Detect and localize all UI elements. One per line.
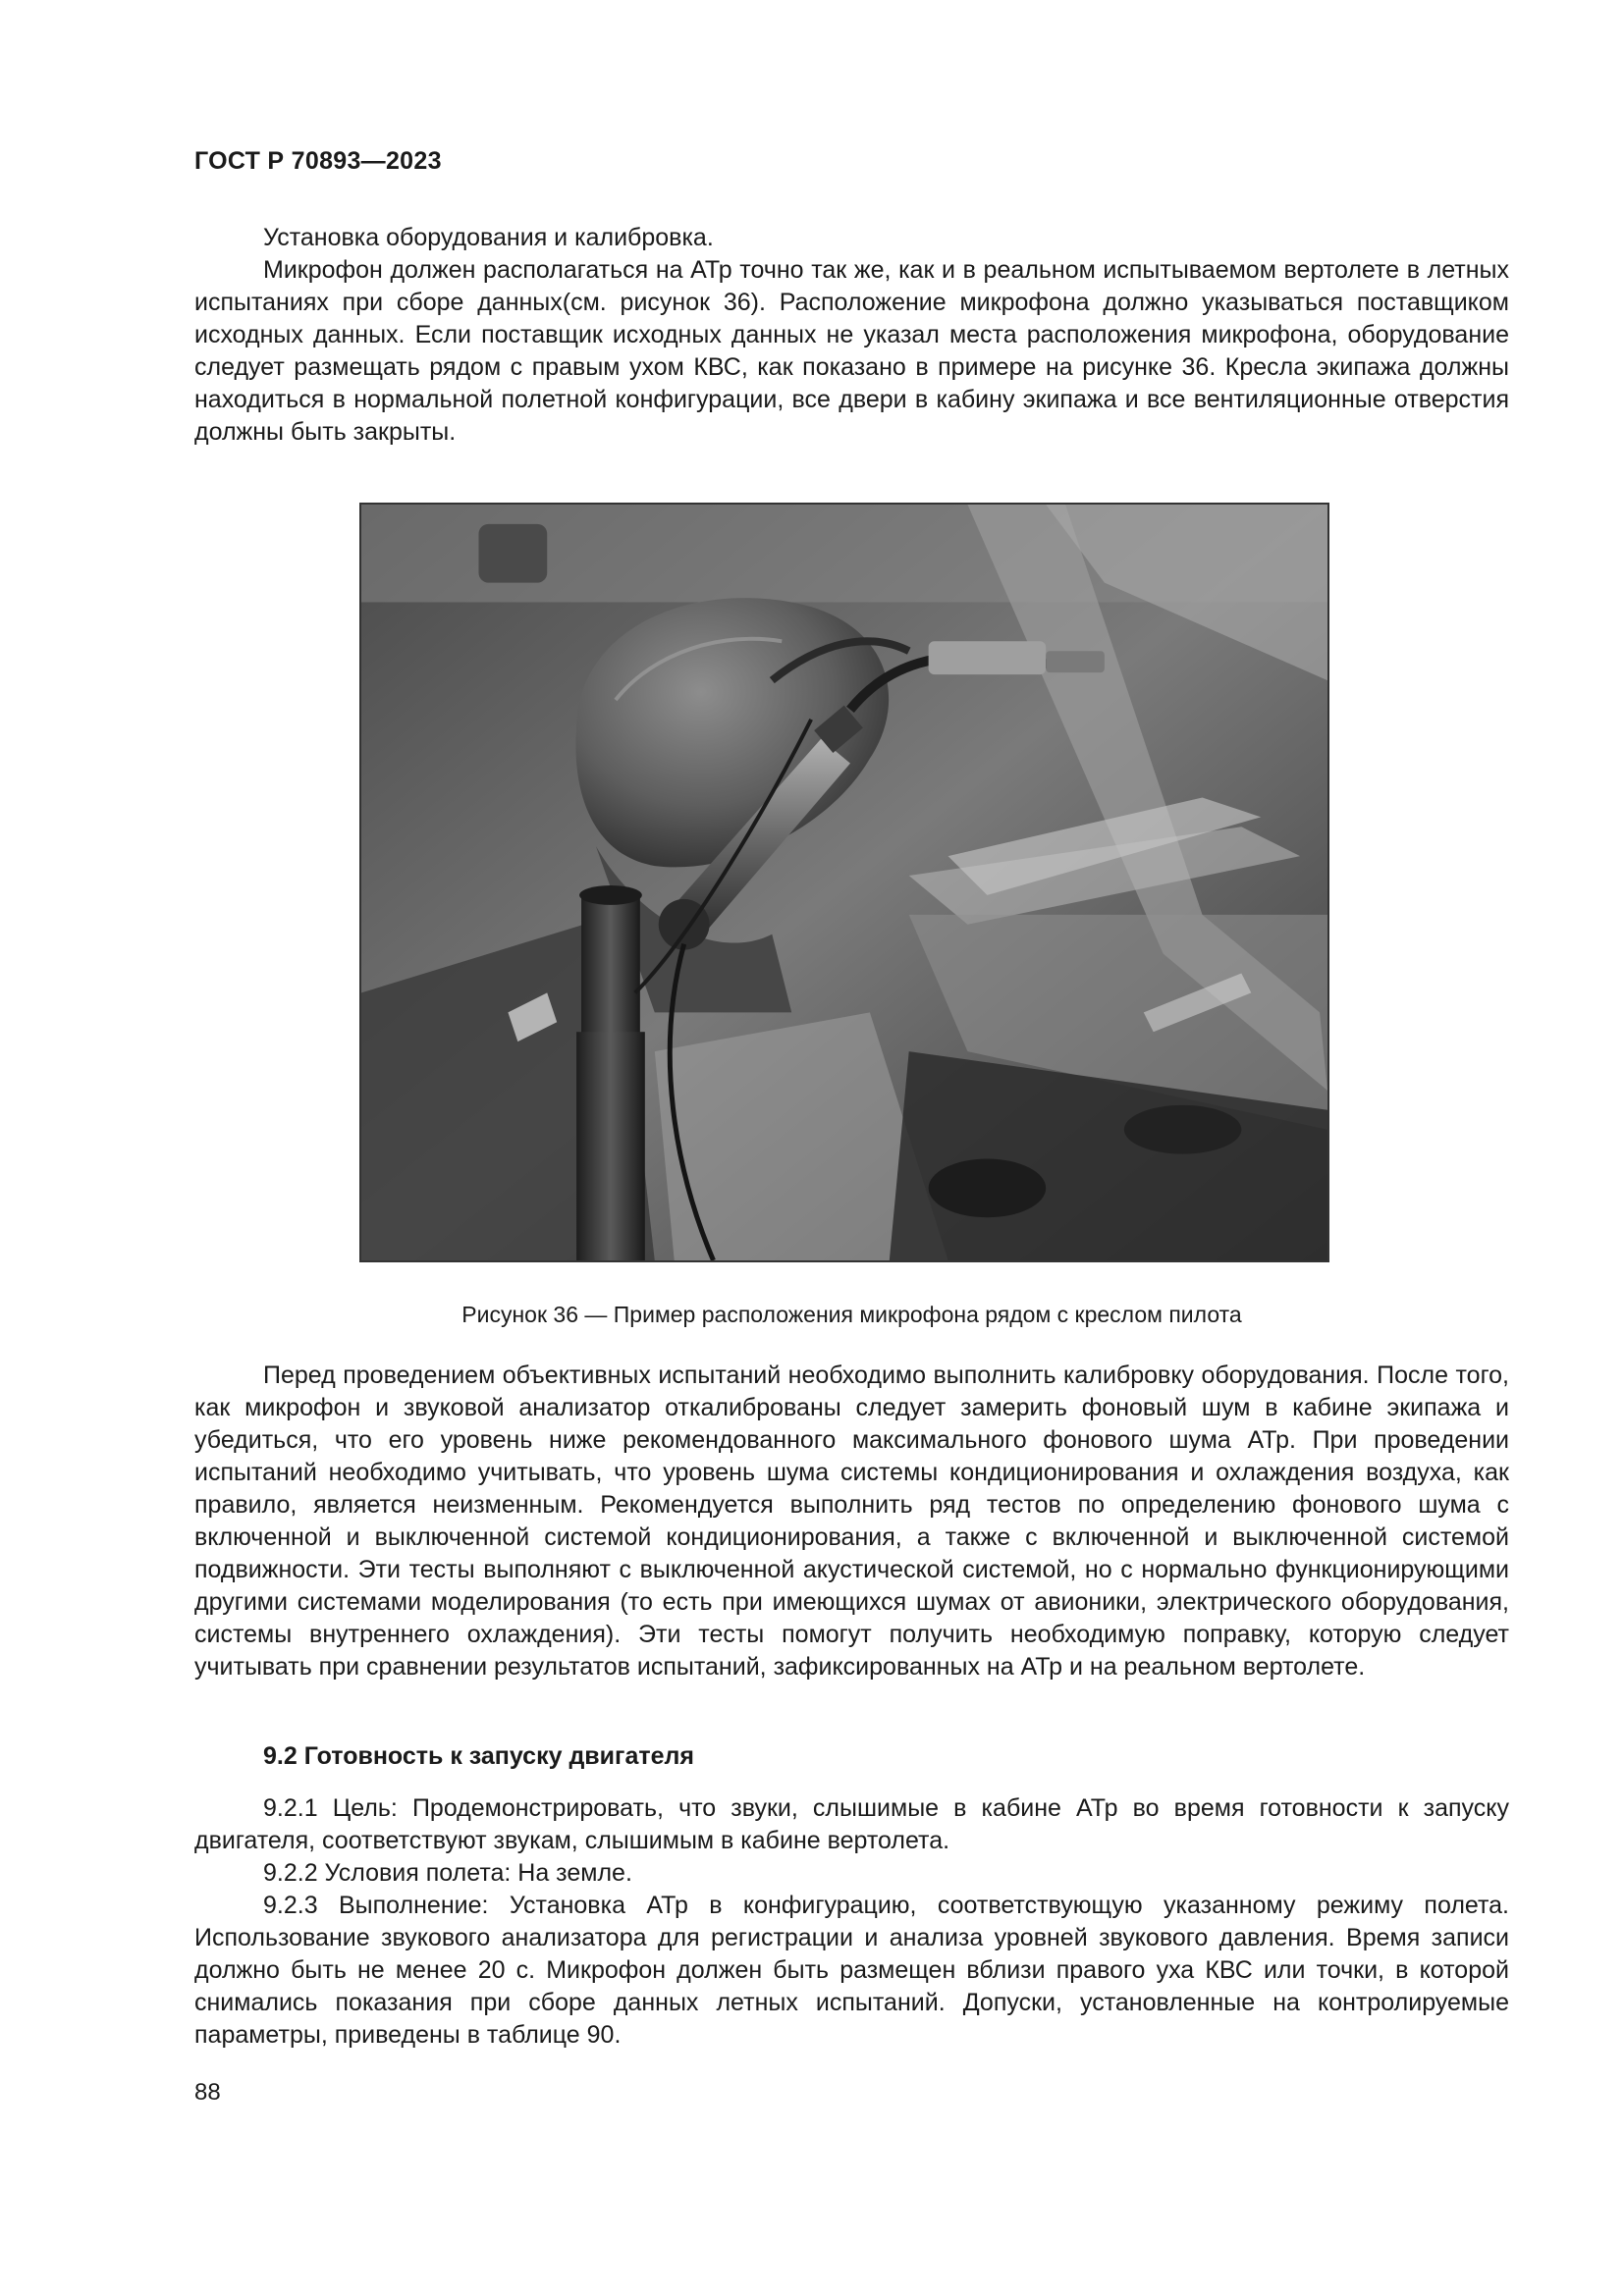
intro-paragraph: Микрофон должен располагаться на АТр точно так же, как и в реальном испытываемом вертолете в летных испытаниях при сборе данных(см. рисунок 36). Расположение микрофона должно указываться поставщиком исходных данных. Если поставщик исходных данных не указал места расположения микрофона, оборудование следует размещать рядом с правым ухом КВС, как показано в примере на рисунке 36. Кресла экипажа должны находиться в нормальной полетной конфигурации, все двери в кабину экипажа и все вентиляционные отверстия должны быть закрыты. xyxy=(194,256,1509,446)
page-number: 88 xyxy=(194,2079,221,2106)
section-paragraph: 9.2.1 Цель: Продемонстрировать, что звуки, слышимые в кабине АТр во время готовности к запуску двигателя, соответствуют звукам, слышимым в кабине вертолета. xyxy=(194,1794,1509,1854)
section-9-2-body xyxy=(194,1792,1509,2052)
intro-section xyxy=(194,222,1509,449)
figure-36-photo xyxy=(359,503,1329,1262)
section-paragraph: 9.2.2 Условия полета: На земле. xyxy=(263,1859,632,1887)
intro-paragraph: Установка оборудования и калибровка. xyxy=(263,224,714,251)
figure-caption: Рисунок 36 — Пример расположения микрофона рядом с креслом пилота xyxy=(461,1302,1242,1327)
microphone-photo-illustration xyxy=(361,505,1327,1260)
section-heading-9-2: 9.2 Готовность к запуску двигателя xyxy=(263,1742,694,1770)
section-paragraph: 9.2.3 Выполнение: Установка АТр в конфигурацию, соответствующую указанному режиму полета. Использование звукового анализатора для регистрации и анализа уровней звукового давления. Время записи должно быть не менее 20 с. Микрофон должен быть размещен вблизи правого уха КВС или точки, в которой снимались показания при сборе данных летных испытаний. Допуски, установленные на контролируемые параметры, приведены в таблице 90. xyxy=(194,1892,1509,2049)
calibration-section xyxy=(194,1360,1509,1683)
calibration-paragraph: Перед проведением объективных испытаний необходимо выполнить калибровку оборудования. После того, как микрофон и звуковой анализатор откалиброваны следует замерить фоновый шум в кабине экипажа и убедиться, что его уровень ниже рекомендованного максимального фонового шума АТр. При проведении испытаний необходимо учитывать, что уровень шума системы кондиционирования и охлаждения воздуха, как правило, является неизменным. Рекомендуется выполнить ряд тестов по определению фонового шума с включенной и выключенной системой кондиционирования, а также с включенной и выключенной системой подвижности. Эти тесты выполняют с выключенной акустической системой, но с нормально функционирующими другими системами моделирования (то есть при имеющихся шумах от авионики, электрического оборудования, системы внутреннего охлаждения). Эти тесты помогут получить необходимую поправку, которую следует учитывать при сравнении результатов испытаний, зафиксированных на АТр и на реальном вертолете. xyxy=(194,1362,1509,1681)
document-header: ГОСТ Р 70893—2023 xyxy=(194,147,442,175)
